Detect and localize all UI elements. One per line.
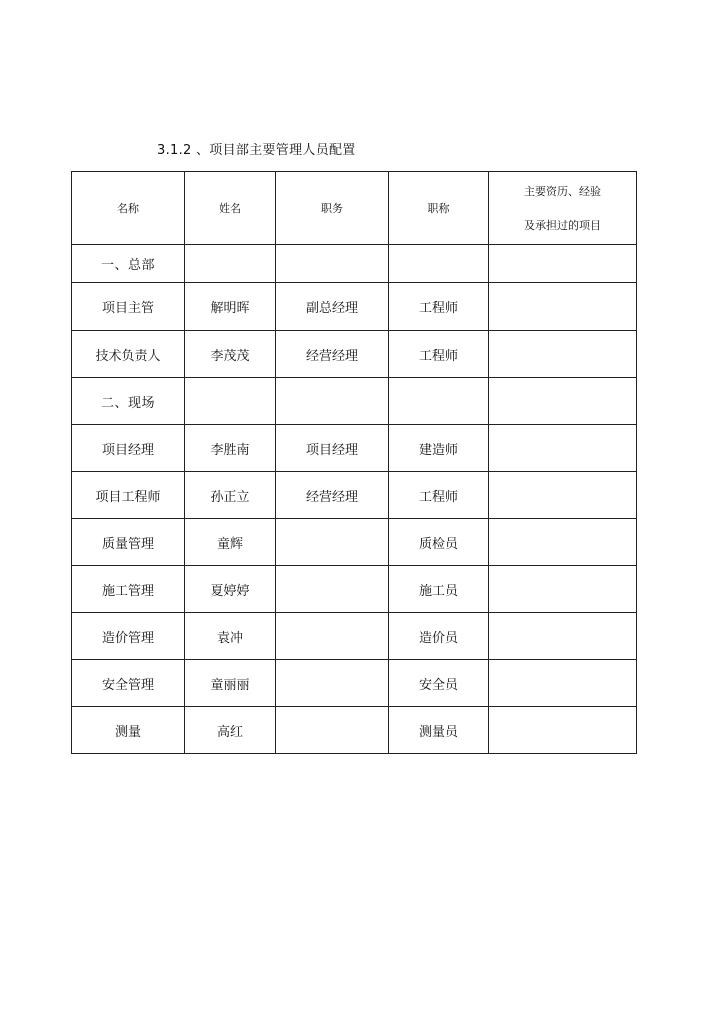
cell-position <box>276 707 389 754</box>
group-label: 二、现场 <box>72 378 185 425</box>
header-name: 名称 <box>72 172 185 245</box>
empty-cell <box>489 245 637 283</box>
header-experience-line2: 及承担过的项目 <box>524 219 601 232</box>
cell-role: 施工管理 <box>72 566 185 613</box>
cell-role: 安全管理 <box>72 660 185 707</box>
empty-cell <box>389 245 489 283</box>
cell-position <box>276 660 389 707</box>
header-person: 姓名 <box>185 172 276 245</box>
table-row <box>72 283 637 331</box>
cell-position <box>276 613 389 660</box>
cell-name: 解明晖 <box>185 283 276 331</box>
group-row-hq <box>72 245 637 283</box>
cell-experience <box>489 331 637 378</box>
cell-position <box>276 566 389 613</box>
cell-role: 质量管理 <box>72 519 185 566</box>
cell-role: 造价管理 <box>72 613 185 660</box>
table-row <box>72 566 637 613</box>
cell-experience <box>489 707 637 754</box>
cell-experience <box>489 519 637 566</box>
cell-name: 李茂茂 <box>185 331 276 378</box>
table-row <box>72 331 637 378</box>
empty-cell <box>389 378 489 425</box>
cell-title: 建造师 <box>389 425 489 472</box>
table-row <box>72 613 637 660</box>
cell-name: 童丽丽 <box>185 660 276 707</box>
cell-experience <box>489 613 637 660</box>
table-row <box>72 660 637 707</box>
cell-experience <box>489 283 637 331</box>
cell-title: 安全员 <box>389 660 489 707</box>
cell-title: 工程师 <box>389 472 489 519</box>
cell-name: 高红 <box>185 707 276 754</box>
header-position: 职务 <box>276 172 389 245</box>
cell-experience <box>489 566 637 613</box>
group-label: 一、总部 <box>72 245 185 283</box>
table-row <box>72 425 637 472</box>
staff-table <box>71 171 637 754</box>
cell-position <box>276 519 389 566</box>
cell-title: 造价员 <box>389 613 489 660</box>
table-row <box>72 707 637 754</box>
empty-cell <box>185 378 276 425</box>
cell-role: 项目工程师 <box>72 472 185 519</box>
header-experience-line1: 主要资历、经验 <box>524 185 601 198</box>
table-row <box>72 519 637 566</box>
empty-cell <box>185 245 276 283</box>
cell-experience <box>489 425 637 472</box>
table-row <box>72 472 637 519</box>
cell-name: 李胜南 <box>185 425 276 472</box>
cell-position: 项目经理 <box>276 425 389 472</box>
cell-title: 质检员 <box>389 519 489 566</box>
header-experience <box>489 172 637 245</box>
empty-cell <box>489 378 637 425</box>
cell-experience <box>489 472 637 519</box>
cell-name: 童辉 <box>185 519 276 566</box>
group-row-site <box>72 378 637 425</box>
cell-name: 孙正立 <box>185 472 276 519</box>
cell-position: 经营经理 <box>276 472 389 519</box>
section-title: 3.1.2 、项目部主要管理人员配置 <box>157 143 356 158</box>
cell-role: 项目主管 <box>72 283 185 331</box>
cell-name: 夏婷婷 <box>185 566 276 613</box>
cell-role: 技术负责人 <box>72 331 185 378</box>
empty-cell <box>276 378 389 425</box>
cell-title: 施工员 <box>389 566 489 613</box>
cell-role: 测量 <box>72 707 185 754</box>
cell-position: 经营经理 <box>276 331 389 378</box>
cell-title: 测量员 <box>389 707 489 754</box>
cell-role: 项目经理 <box>72 425 185 472</box>
cell-title: 工程师 <box>389 283 489 331</box>
cell-experience <box>489 660 637 707</box>
empty-cell <box>276 245 389 283</box>
cell-title: 工程师 <box>389 331 489 378</box>
cell-position: 副总经理 <box>276 283 389 331</box>
header-title: 职称 <box>389 172 489 245</box>
header-row <box>72 172 637 245</box>
cell-name: 袁冲 <box>185 613 276 660</box>
